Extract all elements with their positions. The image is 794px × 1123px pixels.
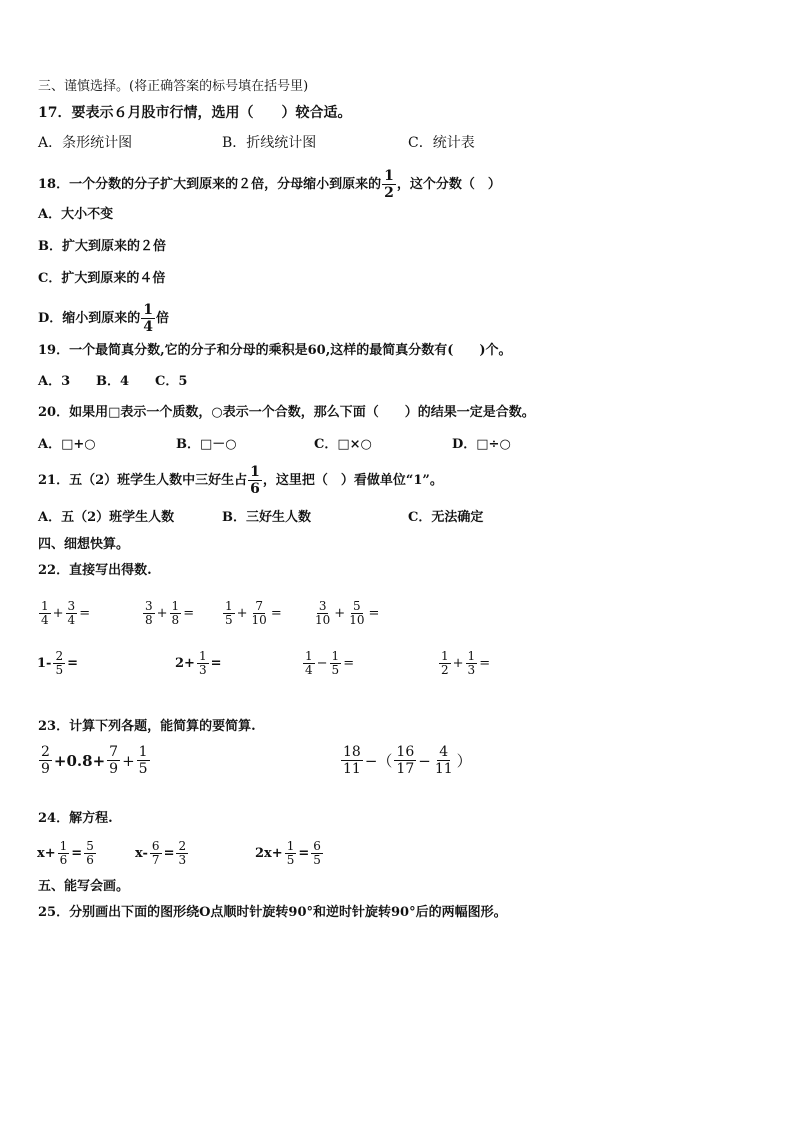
q17-option-c[interactable]: C．统计表 bbox=[408, 135, 475, 151]
section-5-header: 五、能写会画。 bbox=[38, 879, 130, 894]
q18-option-a[interactable]: A．大小不变 bbox=[38, 207, 114, 222]
q20-stem: 20．如果用□表示一个质数，○表示一个合数，那么下面（ ）的结果一定是合数。 bbox=[38, 405, 535, 420]
q22-item-7: $\frac{1}{4}$ − $\frac{1}{5}$ = bbox=[305, 649, 355, 677]
q22-item-3: $\frac{1}{5}$ + $\frac{7}{10}$ = bbox=[225, 599, 282, 627]
q20-option-a[interactable]: A．□+○ bbox=[38, 437, 96, 452]
q18-option-d[interactable]: D．缩小到原来的 $\frac{1}{4}$ 倍 bbox=[38, 302, 170, 335]
q19-option-c[interactable]: C．5 bbox=[155, 374, 188, 389]
section-3-header: 三、谨慎选择。(将正确答案的标号填在括号里) bbox=[38, 79, 309, 94]
q18-fraction: $\frac{1}{2}$ bbox=[384, 168, 394, 201]
q23-expression-1: $\frac{2}{9}$ +0.8+ $\frac{7}{9}$ + $\frac{1}{5}$ bbox=[41, 744, 148, 777]
q22-item-8: $\frac{1}{2}$ + $\frac{1}{3}$ = bbox=[441, 649, 491, 677]
q18-stem: 18．一个分数的分子扩大到原来的２倍，分母缩小到原来的 $\frac{1}{2}$ ，这个分数（ ） bbox=[38, 168, 501, 201]
q17-option-a[interactable]: A．条形统计图 bbox=[38, 135, 133, 151]
q23-expression-2: $\frac{18}{11}$ −（ $\frac{16}{17}$ − $\frac{4}{11}$ ） bbox=[343, 744, 472, 777]
q18-option-c[interactable]: C．扩大到原来的４倍 bbox=[38, 271, 166, 286]
q21-option-a[interactable]: A．五（2）班学生人数 bbox=[38, 510, 175, 525]
q24-equation-2: x- $\frac{6}{7}$ = $\frac{2}{3}$ bbox=[135, 839, 187, 867]
q21-option-c[interactable]: C．无法确定 bbox=[408, 510, 484, 525]
q21-fraction: $\frac{1}{6}$ bbox=[250, 464, 260, 497]
q24-equation-1: x+ $\frac{1}{6}$ = $\frac{5}{6}$ bbox=[37, 839, 94, 867]
q19-option-a[interactable]: A．3 bbox=[38, 374, 71, 389]
q18-option-d-fraction: $\frac{1}{4}$ bbox=[143, 302, 154, 335]
q24-stem: 24．解方程. bbox=[38, 811, 113, 826]
q22-stem: 22．直接写出得数. bbox=[38, 563, 152, 578]
section-4-header: 四、细想快算。 bbox=[38, 537, 130, 552]
q21-option-b[interactable]: B．三好生人数 bbox=[222, 510, 311, 525]
q17-option-b[interactable]: B．折线统计图 bbox=[222, 135, 317, 151]
q22-item-2: $\frac{3}{8}$ + $\frac{1}{8}$ = bbox=[145, 599, 195, 627]
q20-option-b[interactable]: B．□－○ bbox=[176, 437, 237, 452]
q21-stem: 21．五（2）班学生人数中三好生占 $\frac{1}{6}$ ，这里把（ ）看做单位“1”。 bbox=[38, 464, 443, 497]
q18-option-b[interactable]: B．扩大到原来的２倍 bbox=[38, 239, 166, 254]
q20-option-c[interactable]: C．□×○ bbox=[314, 437, 372, 452]
q23-stem: 23．计算下列各题，能简算的要简算. bbox=[38, 719, 256, 734]
q20-option-d[interactable]: D．□÷○ bbox=[452, 437, 511, 452]
q25-stem: 25．分别画出下面的图形绕O点顺时针旋转90°和逆时针旋转90°后的两幅图形。 bbox=[38, 905, 507, 920]
q19-stem: 19．一个最简真分数,它的分子和分母的乘积是60,这样的最简真分数有( )个。 bbox=[38, 343, 512, 358]
q19-option-b[interactable]: B．4 bbox=[96, 374, 130, 389]
q24-equation-3: 2x+ $\frac{1}{5}$ = $\frac{6}{5}$ bbox=[255, 839, 321, 867]
q22-item-5: 1- $\frac{2}{5}$ = bbox=[37, 649, 78, 677]
q22-item-4: $\frac{3}{10}$ + $\frac{5}{10}$ = bbox=[315, 599, 380, 627]
q17-stem: 17．要表示６月股市行情，选用（ ）较合适。 bbox=[38, 105, 352, 121]
q22-item-1: $\frac{1}{4}$ + $\frac{3}{4}$ = bbox=[41, 599, 91, 627]
q22-item-6: 2+ $\frac{1}{3}$ = bbox=[175, 649, 222, 677]
